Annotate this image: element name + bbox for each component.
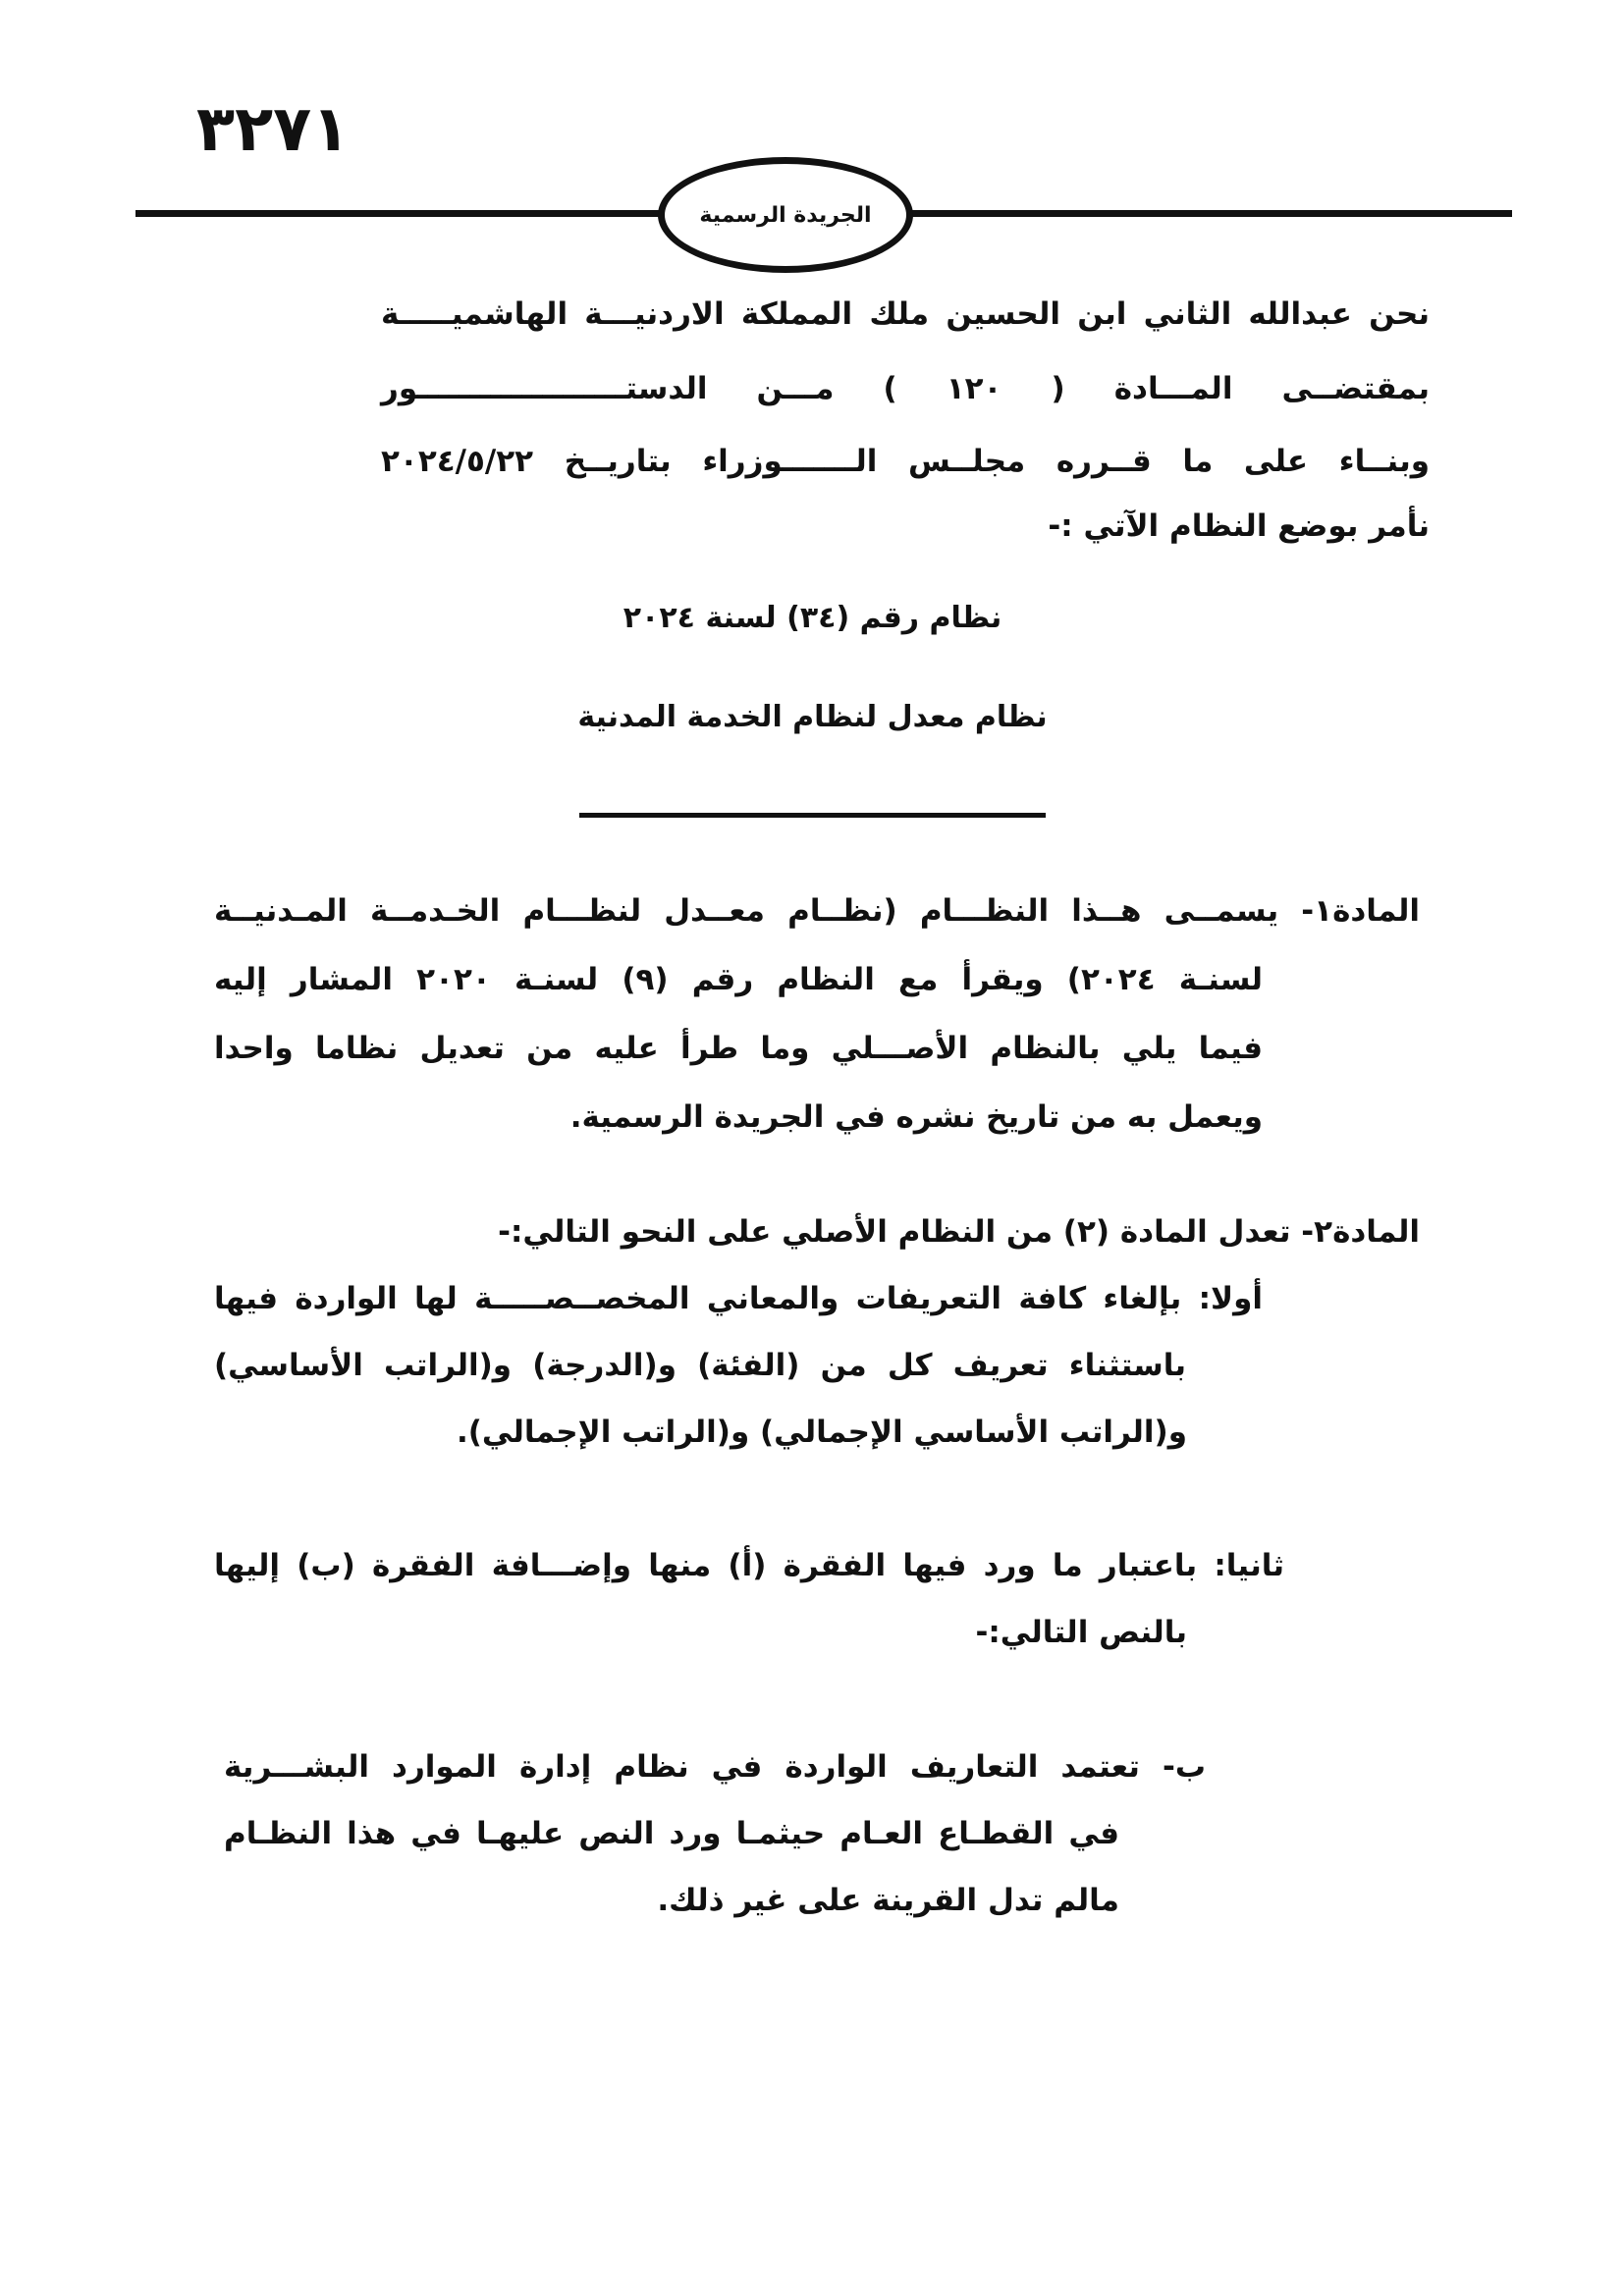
preamble-line-4: نأمر بوضع النظام الآتي :- — [1048, 508, 1430, 544]
preamble-line-1: نحن عبدالله الثاني ابن الحسين ملك المملكة الاردنيـــة الهاشميـــــة — [381, 296, 1430, 332]
para-b-line-1: ب- تعتمد التعاريف الواردة في نظام إدارة الموارد البشـــرية — [224, 1749, 1206, 1785]
article-2-first-line-2: باستثناء تعريف كل من (الفئة) و(الدرجة) و(الراتب الأساسي) — [214, 1348, 1186, 1383]
article-2-second-line-2: بالنص التالي:- — [975, 1615, 1187, 1650]
page-number: ٣٢٧١ — [196, 93, 351, 166]
regulation-number: نظام رقم (٣٤) لسنة ٢٠٢٤ — [623, 601, 1002, 635]
article-1-line-1: المادة١- يسمــى هــذا النظـــام (نظــام معــدل لنظـــام الخـدمــة المـدنيــة — [214, 893, 1420, 929]
preamble-line-2: بمقتضــى المـــادة ( ١٢٠ ) مـــن الدستــــــــــــــــــــور — [381, 371, 1430, 406]
article-2-second-line-1: ثانيا: باعتبار ما ورد فيها الفقرة (أ) منها وإضـــافة الفقرة (ب) إليها — [214, 1548, 1284, 1583]
article-2-heading: المادة٢- تعدل المادة (٢) من النظام الأصلي على النحو التالي:- — [498, 1214, 1420, 1250]
gazette-title-oval — [658, 157, 913, 273]
gazette-title: الجريدة الرسمية — [699, 202, 872, 228]
article-1-line-4: ويعمل به من تاريخ نشره في الجريدة الرسمية. — [569, 1099, 1263, 1135]
article-1-line-2: لسنـة ٢٠٢٤) ويقرأ مع النظام رقم (٩) لسنـة ٢٠٢٠ المشار إليه — [214, 962, 1264, 997]
article-2-first-line-1: أولا: بإلغاء كافة التعريفات والمعاني المخصــصـــــة لها الواردة فيها — [214, 1281, 1263, 1316]
preamble-line-3: وبنــاء على ما قــرره مجلــس الـــــــوزراء بتاريــخ ٢٠٢٤/٥/٢٢ — [381, 444, 1430, 479]
para-b-line-3: مالم تدل القرينة على غير ذلك. — [657, 1883, 1119, 1918]
article-2-first-line-3: و(الراتب الأساسي الإجمالي) و(الراتب الإجمالي). — [456, 1415, 1187, 1450]
para-b-line-2: في القطـاع العـام حيثمـا ورد النص عليهـا في هذا النظـام — [224, 1816, 1119, 1851]
article-1-line-3: فيما يلي بالنظام الأصـــلي وما طرأ عليه من تعديل نظاما واحدا — [214, 1031, 1263, 1066]
regulation-title: نظام معدل لنظام الخدمة المدنية — [577, 700, 1048, 734]
title-divider — [579, 813, 1046, 818]
